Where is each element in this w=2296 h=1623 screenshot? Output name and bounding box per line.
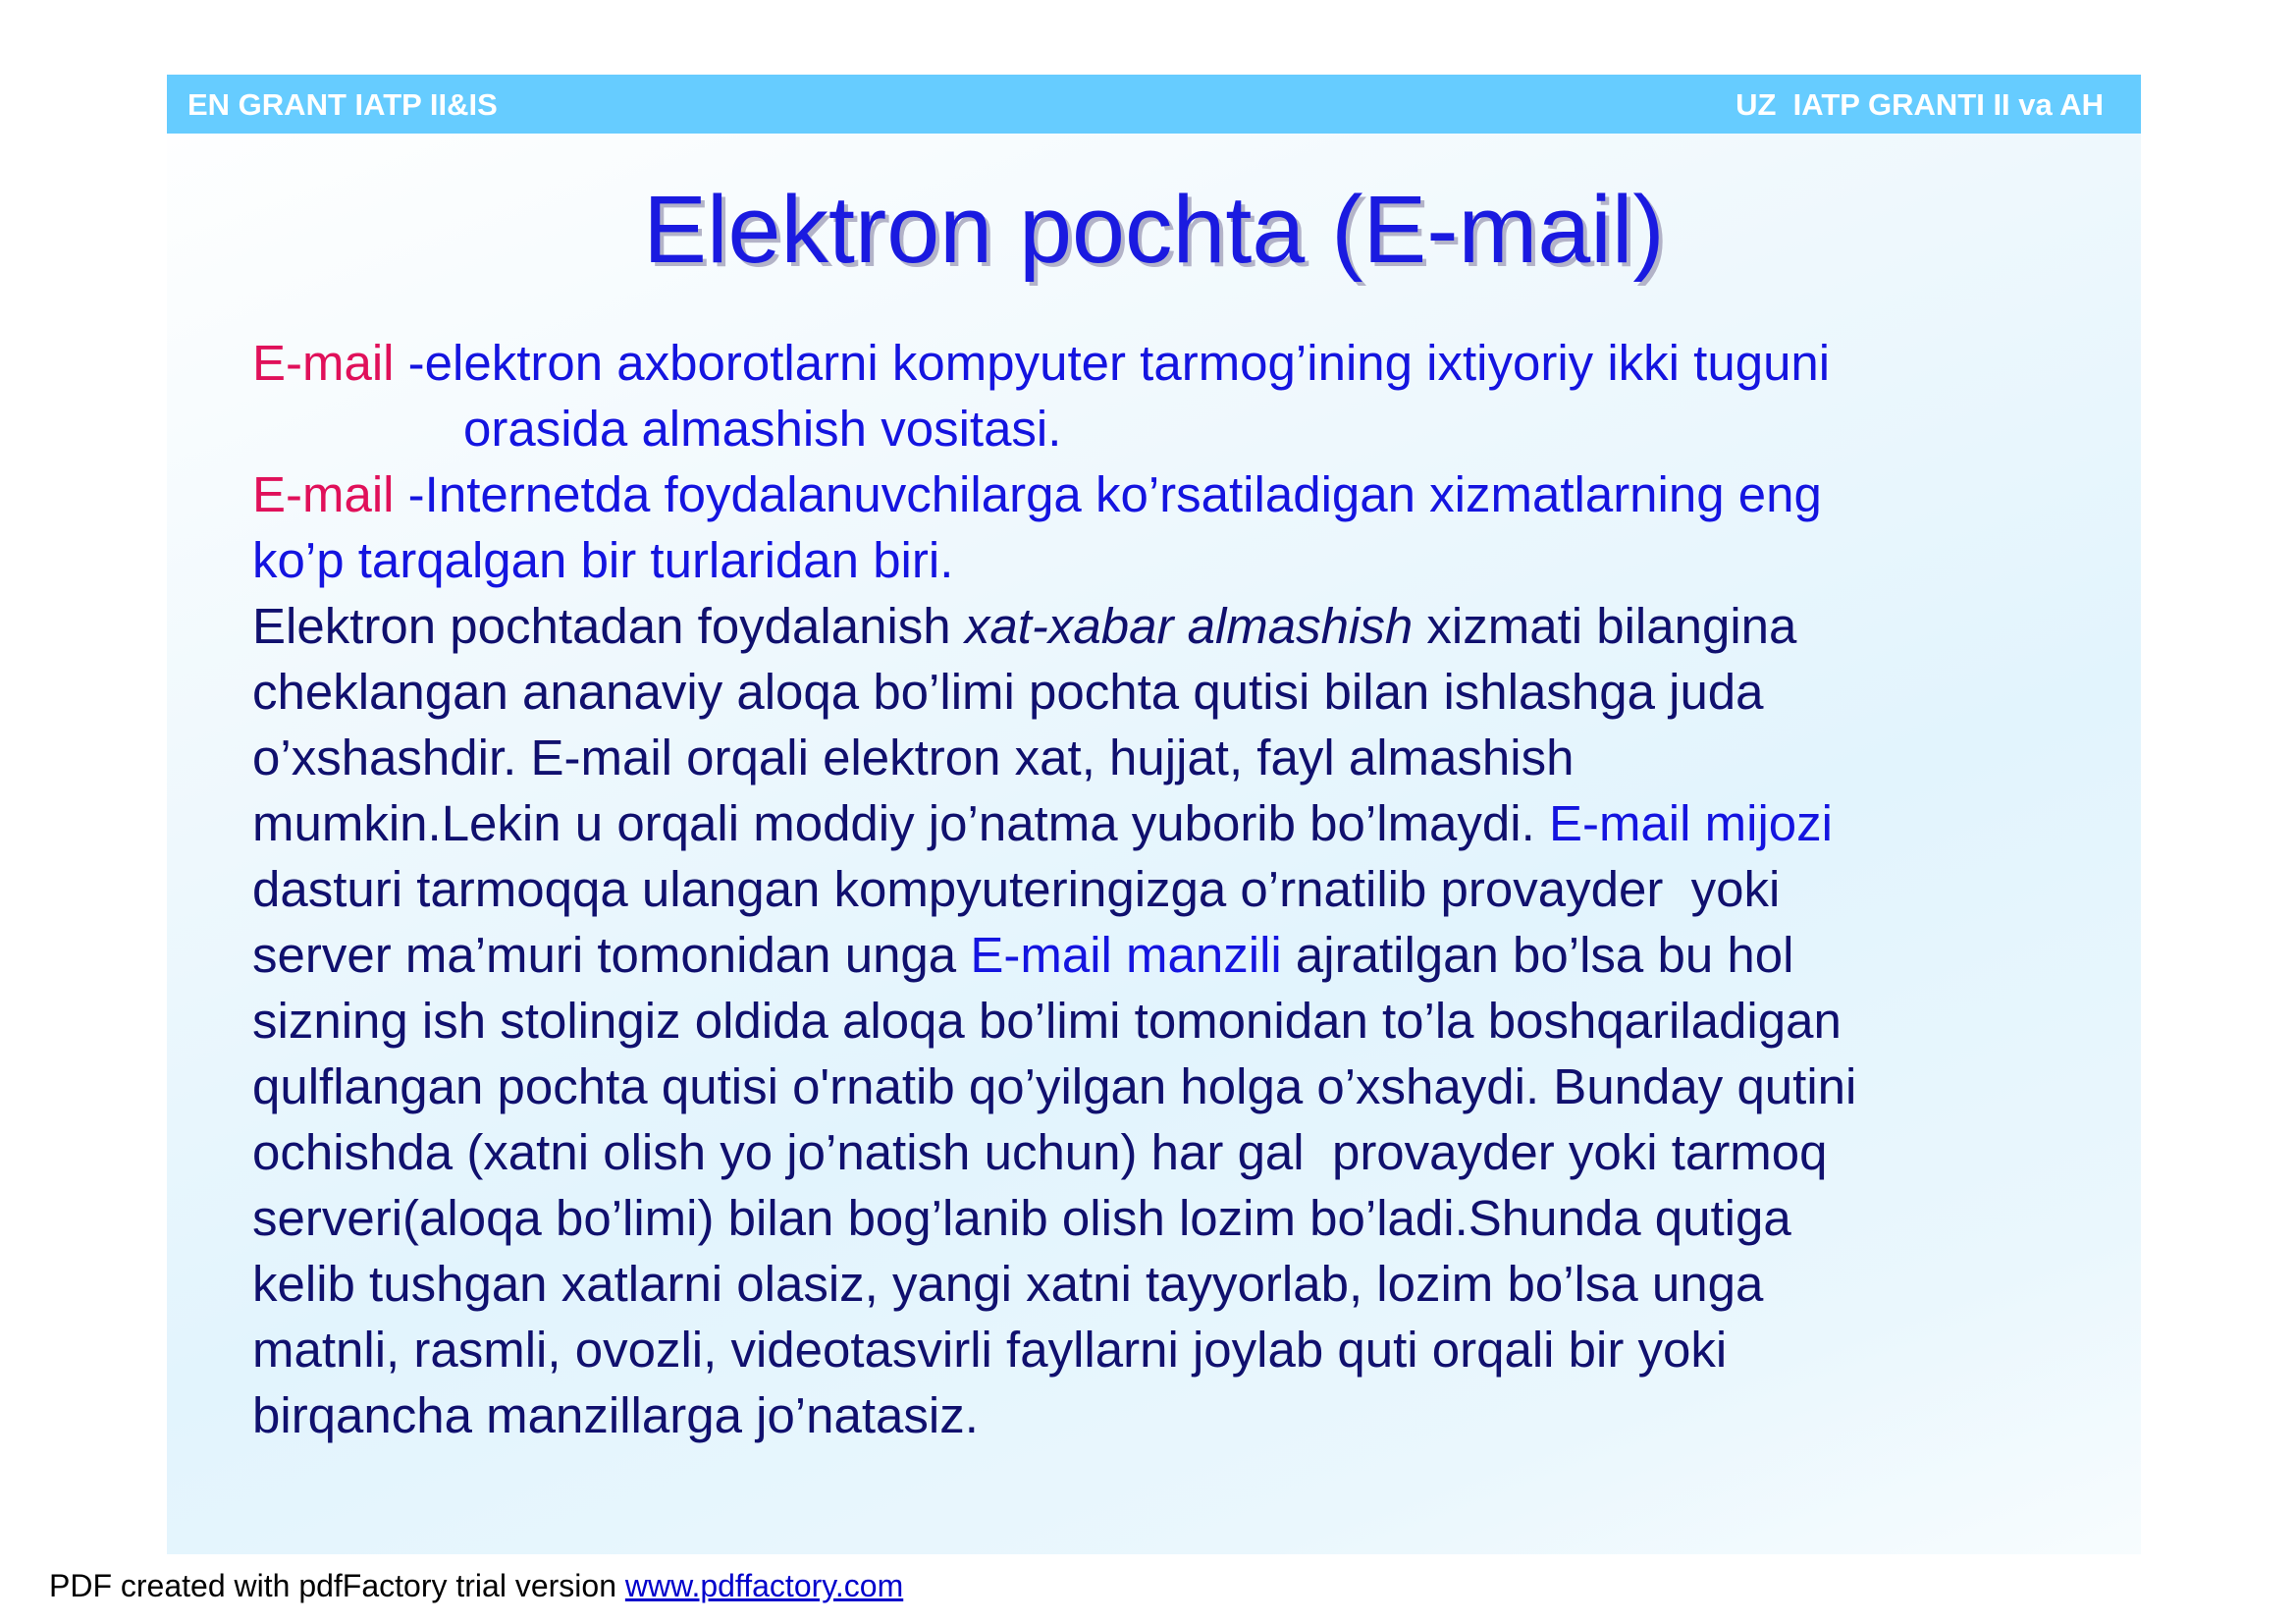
paragraph-text: dasturi tarmoqqa ulangan kompyuteringizga o’rnatilib provayder yoki server ma’muri tomonidan unga: [252, 861, 1781, 983]
body-paragraph: [252, 593, 2098, 1448]
definition-2: [252, 461, 2098, 527]
definition-term: E-mail: [252, 335, 395, 391]
paragraph-text: Elektron pochtadan foydalanish: [252, 598, 965, 654]
definition-text: -Internetda foydalanuvchilarga ko’rsatiladigan xizmatlarning eng: [394, 466, 1822, 522]
footer-link[interactable]: www.pdffactory.com: [624, 1568, 904, 1603]
definition-term: E-mail: [252, 466, 395, 522]
email-address-term: E-mail manzili: [970, 927, 1282, 983]
definition-1-continuation: orasida almashish vositasi.: [463, 401, 1062, 457]
definition-2-continuation: ko’p tarqalgan bir turlaridan biri.: [252, 532, 954, 588]
slide: [167, 75, 2141, 1554]
footer-text: PDF created with pdfFactory trial version: [49, 1568, 625, 1603]
slide-title: Elektron pochta (E-mail): [643, 176, 1665, 283]
definition-1: [252, 330, 2098, 396]
paragraph-text: xizmati bilangina cheklangan ananaviy aloqa bo’limi pochta qutisi bilan ishlashga juda o’xshashdir. E-mail orqali elektron xat, hujjat, fayl almashish mumkin.Lekin u orqali moddiy jo’natma yuborib bo’lmaydi.: [252, 598, 1797, 851]
slide-content: [252, 330, 2098, 1448]
header-bar: [167, 75, 2141, 134]
pdf-footer: [49, 1568, 903, 1604]
email-client-term: E-mail mijozi: [1548, 795, 1833, 851]
paragraph-italic: xat-xabar almashish: [964, 598, 1414, 654]
definition-text: -elektron axborotlarni kompyuter tarmog’ining ixtiyoriy ikki tuguni: [394, 335, 1831, 391]
paragraph-text: ajratilgan bo’lsa bu hol sizning ish stolingiz oldida aloqa bo’limi tomonidan to’la boshqariladigan qulflangan pochta qutisi o'rnatib qo’yilgan holga o’xshaydi. Bunday qutini ochishda (xatni olish yo jo’natish uchun) har gal provayder yoki tarmoq serveri(aloqa bo’limi) bilan bog’lanib olish lozim bo’ladi.Shunda qutiga kelib tushgan xatlarni olasiz, yangi xatni tayyorlab, lozim bo’lsa unga matnli, rasmli, ovozli, videotasvirli fayllarni joylab quti orqali bir yoki birqancha manzillarga jo’natasiz.: [252, 927, 1857, 1443]
header-left-label: EN GRANT IATP II&IS: [187, 87, 498, 122]
header-right-label: UZ IATP GRANTI II va AH: [1735, 87, 2104, 122]
